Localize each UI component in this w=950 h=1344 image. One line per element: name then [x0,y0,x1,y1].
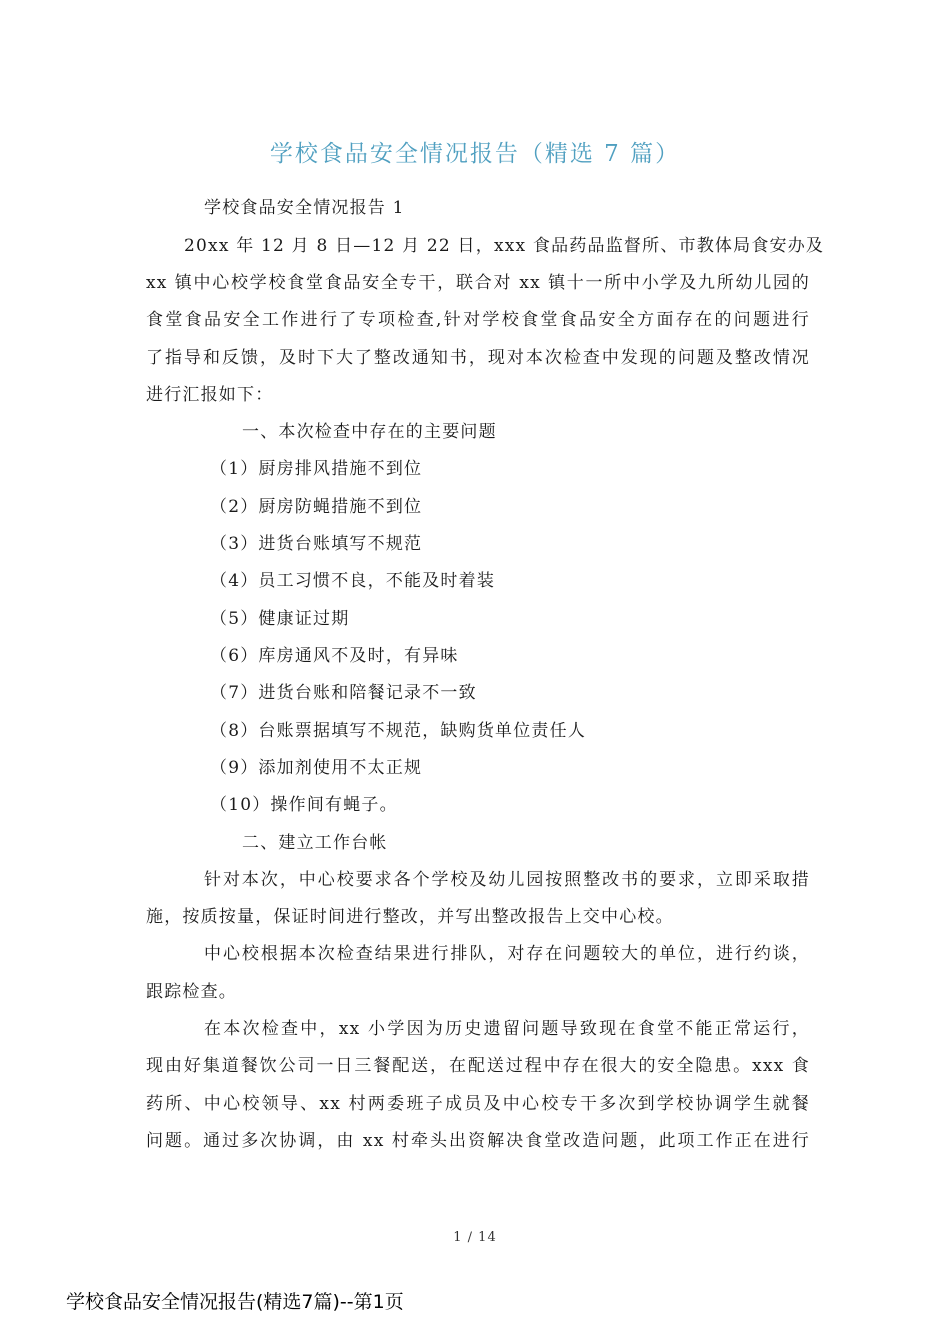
paragraph-line: 施，按质按量，保证时间进行整改，并写出整改报告上交中心校。 [146,907,674,927]
paragraph-line: 问题。通过多次协调，由 xx 村牵头出资解决食堂改造问题，此项工作正在进行 [146,1131,810,1151]
page-number: 1 / 14 [453,1230,497,1245]
paragraph-line: 现由好集道餐饮公司一日三餐配送，在配送过程中存在很大的安全隐患。xxx 食 [146,1056,810,1076]
paragraph-line: 针对本次，中心校要求各个学校及幼儿园按照整改书的要求，立即采取措 [204,870,810,890]
section-heading: 二、建立工作台帐 [242,833,388,853]
paragraph-line: 跟踪检查。 [146,982,237,1002]
paragraph-line: 食堂食品安全工作进行了专项检查,针对学校食堂食品安全方面存在的问题进行 [146,310,810,330]
list-item: （4）员工习惯不良，不能及时着装 [210,571,496,591]
section-heading: 一、本次检查中存在的主要问题 [242,422,497,442]
paragraph-line: 在本次检查中，xx 小学因为历史遗留问题导致现在食堂不能正常运行， [204,1019,810,1039]
section-heading: 学校食品安全情况报告 1 [204,198,405,218]
paragraph-line: 了指导和反馈，及时下大了整改通知书，现对本次检查中发现的问题及整改情况 [146,348,810,368]
list-item: （7）进货台账和陪餐记录不一致 [210,683,477,703]
list-item: （5）健康证过期 [210,609,350,629]
list-item: （8）台账票据填写不规范，缺购货单位责任人 [210,721,587,741]
page-footer: 学校食品安全情况报告(精选7篇)--第1页 [66,1291,404,1313]
paragraph-line: 中心校根据本次检查结果进行排队，对存在问题较大的单位，进行约谈， [204,944,810,964]
paragraph-line: 进行汇报如下： [146,385,274,405]
document-title: 学校食品安全情况报告（精选 7 篇） [269,141,681,167]
list-item: （1）厨房排风措施不到位 [210,459,423,479]
paragraph-line: 20xx 年 12 月 8 日—12 月 22 日，xxx 食品药品监督所、市教体局食安办及 [184,236,825,256]
list-item: （9）添加剂使用不太正规 [210,758,423,778]
list-item: （6）库房通风不及时，有异味 [210,646,459,666]
list-item: （2）厨房防蝇措施不到位 [210,497,423,517]
list-item: （3）进货台账填写不规范 [210,534,423,554]
paragraph-line: 药所、中心校领导、xx 村两委班子成员及中心校专干多次到学校协调学生就餐 [146,1094,810,1114]
list-item: （10）操作间有蝇子。 [210,795,398,815]
paragraph-line: xx 镇中心校学校食堂食品安全专干，联合对 xx 镇十一所中小学及九所幼儿园的 [146,273,810,293]
